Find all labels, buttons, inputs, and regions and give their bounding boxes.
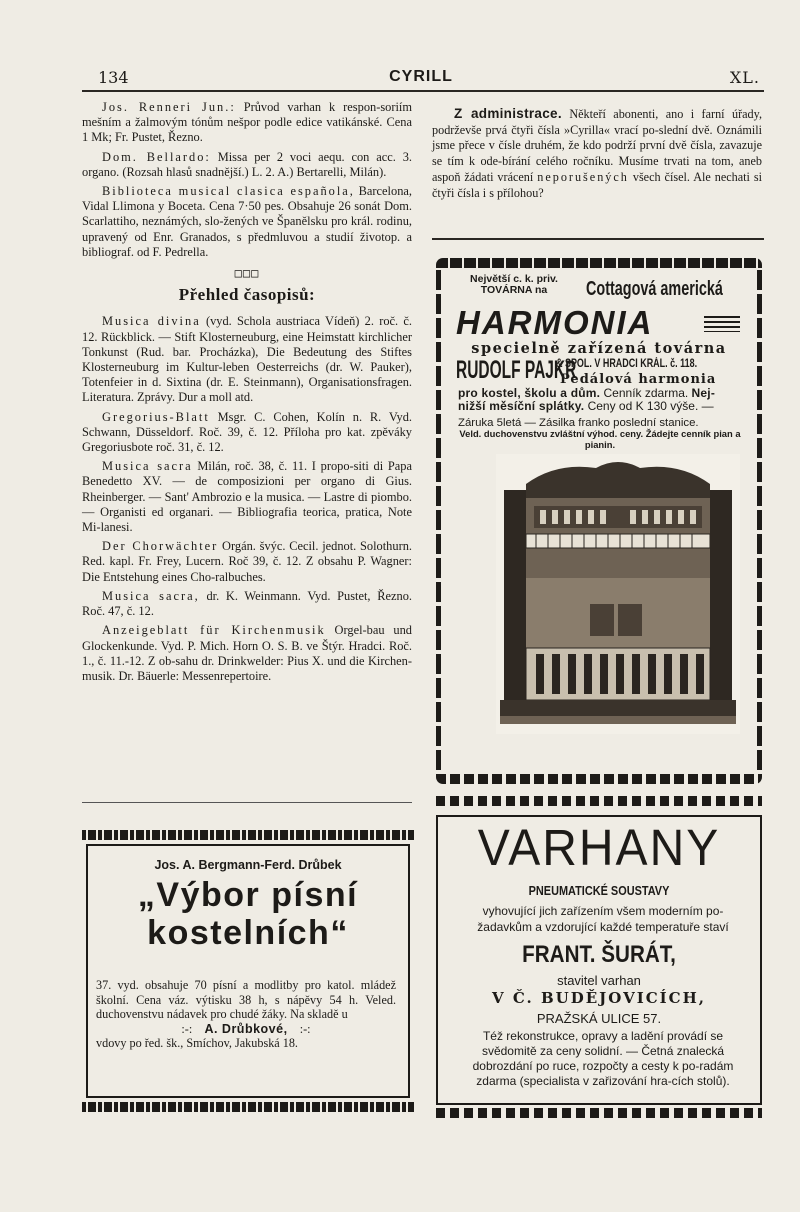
clergy-price-note: Veld. duchovenstvu zvláštní výhod. ceny. Žádejte cenník pian a pianin.: [459, 428, 741, 450]
entry-lead: Biblioteca musical clasica española,: [102, 184, 355, 199]
entry-lead: Musica sacra: [102, 459, 193, 474]
harmonia-header: [458, 274, 740, 304]
brand-rule-ornament: [704, 316, 740, 332]
harmonium-illustration: [496, 454, 740, 734]
entry-chorwachter: [82, 539, 412, 585]
entry-lead: Der Chorwächter: [102, 539, 219, 554]
guarantee-text: Záruka 5letá — Zásilka franko poslední stanice.: [458, 417, 699, 429]
entry-gregorius-blatt: [82, 410, 412, 456]
book-title-line-2: kostelních“: [147, 914, 349, 952]
entry-renner: [82, 100, 412, 146]
publisher-address: vdovy po řed. šk., Smíchov, Jakubská 18.: [96, 1036, 298, 1051]
entry-lead: Jos. Renneri Jun.:: [102, 100, 236, 114]
entry-text: (vyd. Schola austriaca Vídeň) 2. roč. č. 12. Rückblick. — Stift Klosterneuburg, eine Heimstatt kirchlicher Tonkunst (Rud. bar. Procházka), Die Bedeutung des Stiftes Klosterneuburg im Kultur-leben Oesterreichs (dr. W. Pauker), Totenfeier in d. Sixtina (dr. E. Steinmann), Organisationsfragen. Literatura. Zprávy. Dur a moll atd.: [82, 314, 412, 405]
entry-musica-sacra-rezno: [82, 589, 412, 619]
entry-lead: Musica sacra,: [102, 588, 200, 603]
administration-paragraph: [432, 106, 762, 201]
builder-name: FRANT. ŠURÁT,: [522, 941, 676, 968]
factory-line-1: Největší c. k. priv.: [470, 273, 558, 285]
company-address: & SPOL. V HRADCI KRÁL. č. 118.: [556, 358, 698, 370]
administration-end-rule: [432, 238, 764, 240]
harmonia-ad-body: [452, 270, 746, 770]
publisher-ornament-right: :-:: [299, 1021, 311, 1036]
chain-border-top: [82, 830, 414, 840]
builder-street: PRAŽSKÁ ULICE 57.: [536, 1011, 662, 1026]
chain-border-bottom: [82, 1102, 414, 1112]
section-divider-mark: □□□: [234, 266, 260, 281]
offer-rest: Cenník zdarma.: [600, 386, 692, 400]
publisher-name: A. Drůbkové,: [204, 1021, 288, 1036]
entry-musica-divina: [82, 314, 412, 405]
entry-text: Missa per 2 voci aequ. con acc. 3. organo. (Rozsah hlasů snadnější.) L. 2. A.) Bertarelli, Milán).: [82, 149, 412, 179]
entry-text: Orgel-bau und Glockenkunde. Vyd. P. Mich. Horn O. S. B. ve Štýr. Hradci. Roč. 1., č. 11.-12. Z ob-sahu dr. Drinkwelder: Pius X. und die Kirchen-musik. Dr. Bäuerle: Messenrepertoire.: [82, 623, 412, 683]
left-column: [82, 100, 412, 688]
bergmann-description: [96, 978, 396, 1051]
entry-text: Msgr. C. Cohen, Kolín n. R. Vyd. Schwann, Düsseldorf. Roč. 39, č. 12. Příloha pro kat. zpěváky Gregoriusbote roč. 31, č. 12.: [82, 409, 412, 455]
square-border-bottom: [436, 1108, 762, 1118]
factory-line-2: TOVÁRNA na: [480, 284, 548, 296]
entry-anzeigeblatt: [82, 623, 412, 684]
entry-musica-sacra-milan: [82, 459, 412, 535]
varhany-title: VARHANY: [477, 820, 721, 877]
entry-text: Barcelona, Vidal Llimona y Boceta. Cena 7·50 pes. Obsahuje 26 sonát Dom. Scarlattiho, neznámých, slo-žených ve Španělsku pro král. rodinu, upravený od Enr. Granados, s předmluvou a studií životop. a bibliograf. od F. Pedrella.: [82, 184, 412, 259]
administration-text: Někteří abonenti, ano i farní úřady, podrževše prvá čtyři čísla »Cyrilla« vrací po-slední dvě. Oznámili jsme přece v čísle druhém, že kdo podrží první dvě čísla, zavazuje se tím k ode-bírání celého ročníku. Musíme trvati na tom, aneb aspoň žádati vrácení: [432, 107, 762, 184]
offer-text: [458, 387, 742, 413]
entry-lead: Gregorius-Blatt: [102, 409, 210, 424]
publisher-ornament-left: :-:: [181, 1021, 193, 1036]
entry-lead: Anzeigeblatt für Kirchenmusik: [102, 623, 326, 638]
journal-title: CYRILL: [389, 68, 453, 85]
offer-bold-2: Nej-nižší měsíční splátky.: [458, 386, 716, 413]
page-header: [82, 68, 760, 90]
bergmann-advertisement: [82, 826, 414, 1116]
varhany-subtitle: PNEUMATICKÉ SOUSTAVY: [528, 883, 670, 898]
harmonia-factory-label: [458, 274, 570, 296]
entry-lead: Dom. Bellardo:: [102, 149, 211, 164]
ornament-border-right: [757, 270, 762, 770]
bergmann-book-title: [82, 876, 414, 952]
publisher-line: [96, 1022, 396, 1037]
services-text: Též rekonstrukce, opravy a ladění provádí se svědomitě za ceny solidní. — Četná znalecká dobrozdání po ruce, rozpočty a cesty k po-radám zdarma (specialista v zařizování hra-cích stolů).: [472, 1029, 734, 1088]
header-rule: [82, 90, 764, 92]
entry-biblioteca: [82, 184, 412, 260]
left-column-end-rule: [82, 802, 412, 803]
company-name: RUDOLF PAJKR: [456, 356, 577, 384]
harmonia-brand: HARMONIA: [456, 304, 654, 341]
ornament-border-left: [436, 270, 441, 770]
varhany-advertisement: [436, 815, 762, 1105]
builder-role: stavitel varhan: [557, 973, 641, 988]
entry-bellardo: [82, 150, 412, 180]
special-factory-line: specielně zařízená továrna: [471, 340, 727, 357]
ornament-border-top: [436, 258, 762, 268]
page-number: 134: [98, 68, 129, 87]
book-description: 37. vyd. obsahuje 70 písní a modlitby pro katol. mládež školní. Cena váz. výtisku 38 h, s nápěvy 54 h. Veled. duchovenstvu nádavek pro chudé žáky. Na skladě u: [96, 978, 396, 1022]
harmonia-advertisement: [436, 270, 762, 770]
entry-text: Milán, roč. 38, č. 11. I propo-siti di Papa Benedetto XV. — de composizioni per organo di Gius. Rheinberger. — Sant' Ambrozio e la musica. — Lastre di piombo. — Organisti ed organari. — Bibliografia teorica, pratica, Note Mi-lanesi.: [82, 459, 412, 535]
offer-price: Ceny od K 130 výše. —: [584, 399, 714, 413]
volume-number: XL.: [729, 68, 760, 87]
varhany-description: vyhovující jich zařízením všem moderním po-žadavkům a vzdorující každé temperatuře staví: [477, 904, 729, 934]
book-title-line-1: „Výbor písní: [137, 876, 359, 914]
entry-text: Průvod varhan k respon-soriím mešním a žalmovým tónům nešpor podle edice vatikánské. Cena 1 Mk; Fr. Pustet, Řezno.: [82, 100, 412, 145]
offer-bold: pro kostel, školu a dům.: [458, 386, 601, 400]
pedal-harmonium-line: Pedálová harmonia: [560, 372, 717, 387]
square-border-top: [436, 796, 762, 806]
administration-text-end: všech čísel. Ale nechati si čtyři čísla i s přílohou?: [432, 169, 762, 200]
cottage-heading: Cottagová americká: [586, 278, 723, 300]
bergmann-authors: Jos. A. Bergmann-Ferd. Drůbek: [154, 858, 342, 872]
administration-heading: Z administrace.: [454, 106, 562, 121]
administration-emphasis: neporušených: [537, 169, 629, 184]
builder-city: V Č. BUDĚJOVICÍCH,: [491, 989, 707, 1007]
entry-text: dr. K. Weinmann. Vyd. Pustet, Řezno. Roč. 47, č. 12.: [82, 588, 412, 619]
administration-notice: [432, 106, 762, 201]
ornament-border-bottom: [436, 774, 762, 784]
entry-text: Orgán. švýc. Cecil. jednot. Solothurn. Red. kapl. Fr. Frey, Lucern. Roč 39, č. 12. Z obsahu P. Wagner: Die Entstehung eines Cho-ralbuches.: [82, 539, 412, 584]
entry-lead: Musica divina: [102, 314, 201, 329]
section-heading: Přehled časopisů:: [178, 285, 316, 305]
